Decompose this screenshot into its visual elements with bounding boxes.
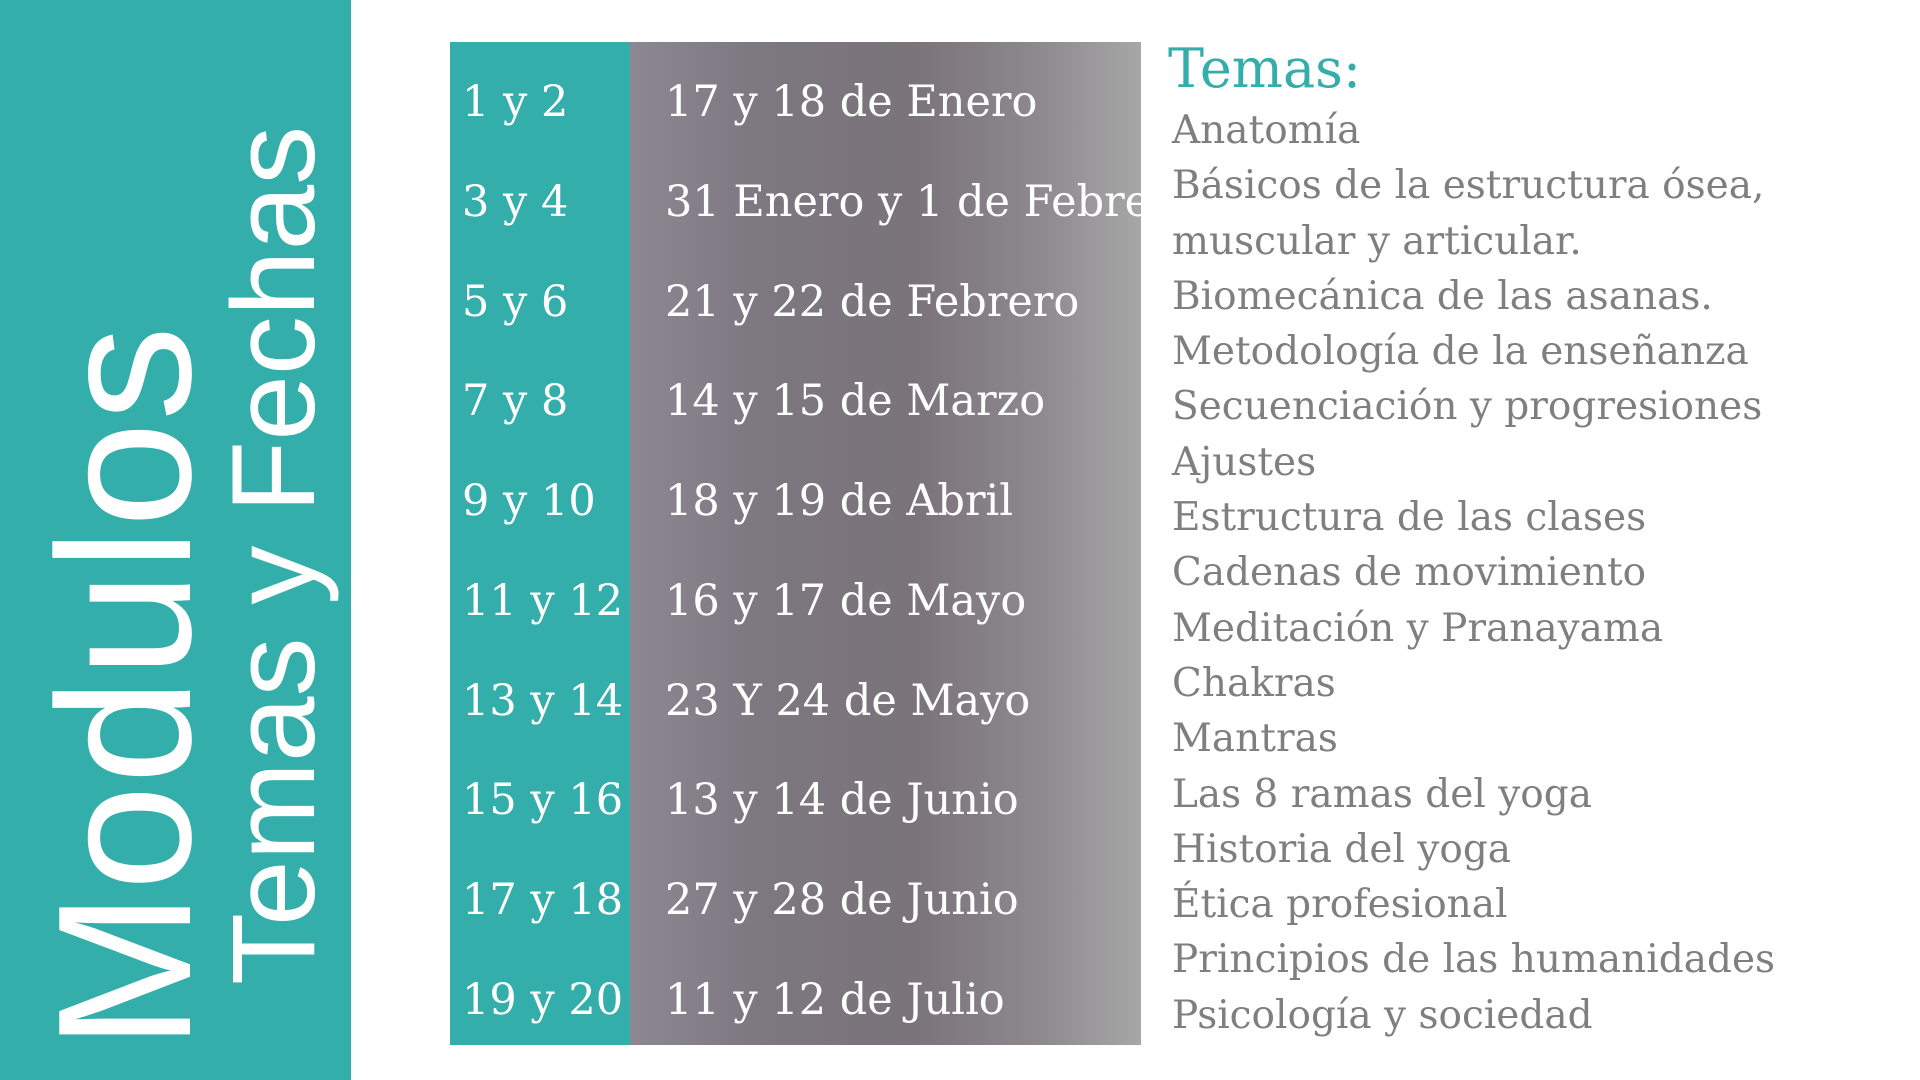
topic-item: Anatomía [1172,108,1361,153]
module-number: 15 y 16 [462,775,624,825]
module-date: 27 y 28 de Junio [665,875,1019,925]
module-date: 13 y 14 de Junio [665,775,1019,825]
topic-item: muscular y articular. [1172,218,1582,264]
topic-item: Cadenas de movimiento [1172,550,1647,596]
module-date: 18 y 19 de Abril [665,476,1014,526]
topics-heading: Temas: [1168,37,1362,100]
topic-item: Ajustes [1172,439,1317,485]
module-number: 7 y 8 [462,376,569,426]
vertical-subtitle: Temas y Fechas [208,125,340,985]
topic-item: Mantras [1172,716,1338,762]
module-date: 11 y 12 de Julio [665,975,1005,1025]
topic-item: Metodología de la enseñanza [1172,329,1749,375]
topic-item: Estructura de las clases [1172,495,1647,541]
module-number: 13 y 14 [462,676,624,726]
module-number: 5 y 6 [462,277,569,327]
topic-item: Meditación y Pranayama [1172,605,1664,651]
sidebar-panel [0,0,351,1080]
module-date: 17 y 18 de Enero [665,77,1038,127]
module-number: 3 y 4 [462,177,569,227]
topic-item: Secuenciación y progresiones [1172,384,1763,430]
module-number: 11 y 12 [462,576,624,626]
topic-item: Las 8 ramas del yoga [1172,771,1592,817]
module-date: 31 Enero y 1 de Febrero [665,177,1197,227]
module-number: 19 y 20 [462,975,624,1025]
topic-item: Básicos de la estructura ósea, [1172,163,1765,209]
module-date: 14 y 15 de Marzo [665,376,1046,426]
topic-item: Psicología y sociedad [1172,992,1593,1038]
module-number: 9 y 10 [462,476,596,526]
topic-item: Biomecánica de las asanas. [1172,273,1713,319]
module-number: 1 y 2 [462,77,569,127]
topic-item: Chakras [1172,660,1336,706]
topic-item: Historia del yoga [1172,826,1512,872]
module-date: 16 y 17 de Mayo [665,576,1027,626]
vertical-title: Modulos [19,324,231,1050]
module-date: 23 Y 24 de Mayo [665,676,1031,726]
topics-list [1172,103,1775,1043]
module-date-column [630,42,1197,1045]
module-date: 21 y 22 de Febrero [665,277,1080,327]
topic-item: Principios de las humanidades [1172,937,1776,983]
topic-item: Ética profesional [1172,882,1508,928]
module-number-column [450,42,630,1045]
module-number: 17 y 18 [462,875,624,925]
